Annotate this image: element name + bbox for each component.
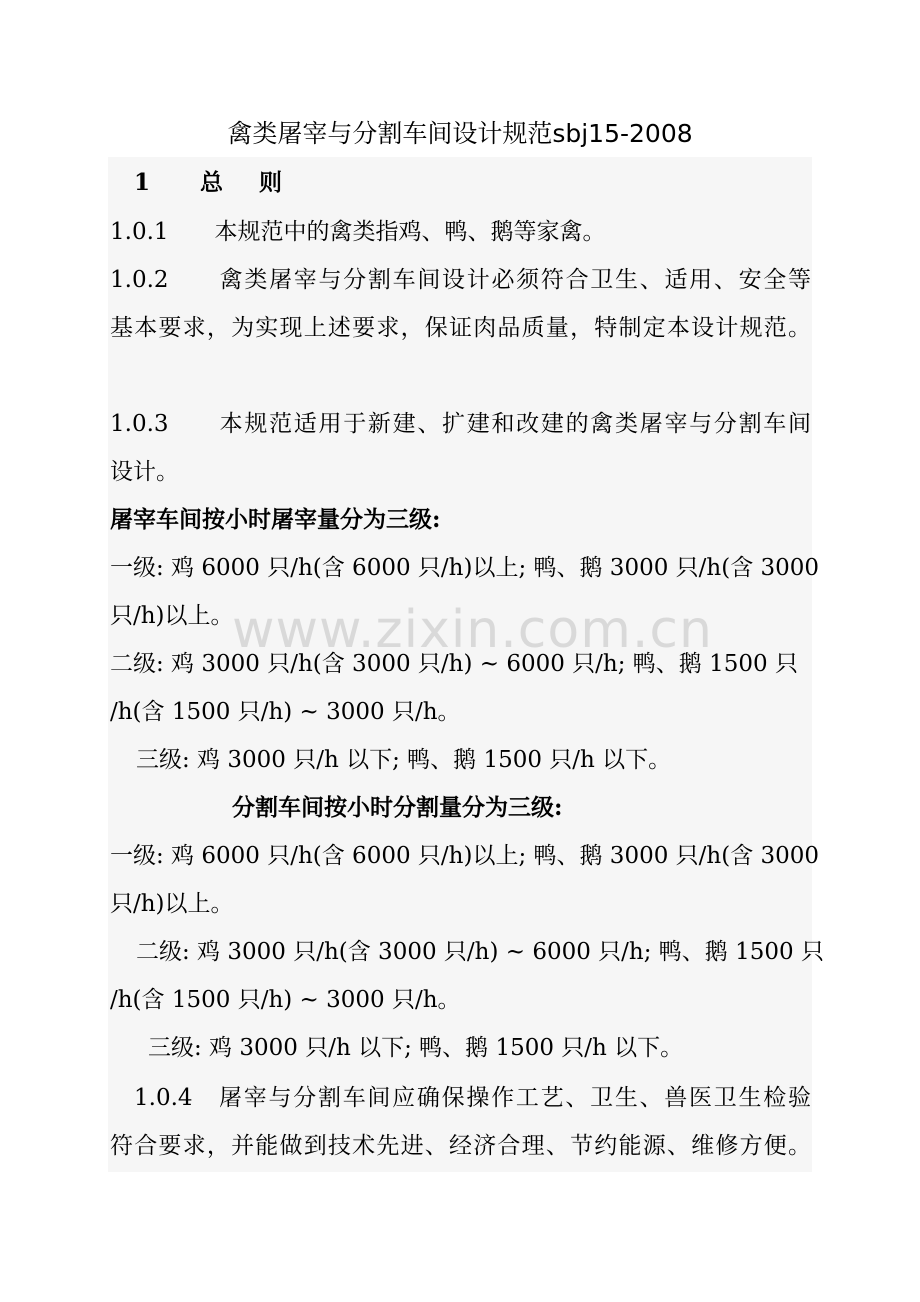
cutting-grade-2-line-1: 二级: 鸡 3000 只/h(含 3000 只/h) ~ 6000 只/h; 鸭、鹅 1500 只	[136, 939, 824, 965]
document-title: 禽类屠宰与分割车间设计规范sbj15-2008	[227, 119, 693, 148]
clause-1-0-2-line-1: 1.0.2 禽类屠宰与分割车间设计必须符合卫生、适用、安全等	[110, 267, 811, 293]
slaughter-grade-2-line-2: /h(含 1500 只/h) ~ 3000 只/h。	[110, 699, 461, 725]
clause-1-0-4-line-1: 1.0.4 屠宰与分割车间应确保操作工艺、卫生、兽医卫生检验	[134, 1085, 811, 1111]
slaughter-grade-1-line-1: 一级: 鸡 6000 只/h(含 6000 只/h)以上; 鸭、鹅 3000 只/h(含 3000	[110, 555, 820, 581]
cutting-grade-1-line-2: 只/h)以上。	[110, 891, 234, 917]
cutting-grade-1-line-1: 一级: 鸡 6000 只/h(含 6000 只/h)以上; 鸭、鹅 3000 只/h(含 3000	[110, 843, 820, 869]
section-title: 总 则	[200, 169, 297, 196]
slaughter-grade-heading: 屠宰车间按小时屠宰量分为三级:	[110, 506, 441, 533]
cutting-grade-3: 三级: 鸡 3000 只/h 以下; 鸭、鹅 1500 只/h 以下。	[148, 1035, 684, 1061]
clause-1-0-2-line-2: 基本要求，为实现上述要求，保证肉品质量，特制定本设计规范。	[110, 315, 811, 341]
watermark: www.zixin.com.cn	[232, 600, 713, 660]
cutting-grade-heading: 分割车间按小时分割量分为三级:	[232, 794, 563, 821]
clause-1-0-4-line-2: 符合要求，并能做到技术先进、经济合理、节约能源、维修方便。	[110, 1133, 811, 1159]
clause-1-0-1: 1.0.1 本规范中的禽类指鸡、鸭、鹅等家禽。	[110, 219, 606, 245]
clause-1-0-3-line-1: 1.0.3 本规范适用于新建、扩建和改建的禽类屠宰与分割车间	[110, 411, 811, 437]
slaughter-grade-3: 三级: 鸡 3000 只/h 以下; 鸭、鹅 1500 只/h 以下。	[136, 747, 672, 773]
slaughter-grade-2-line-1: 二级: 鸡 3000 只/h(含 3000 只/h) ~ 6000 只/h; 鸭、鹅 1500 只	[110, 651, 798, 677]
section-number: 1	[134, 169, 151, 196]
slaughter-grade-1-line-2: 只/h)以上。	[110, 603, 234, 629]
cutting-grade-2-line-2: /h(含 1500 只/h) ~ 3000 只/h。	[110, 987, 461, 1013]
clause-1-0-3-line-2: 设计。	[110, 459, 179, 485]
